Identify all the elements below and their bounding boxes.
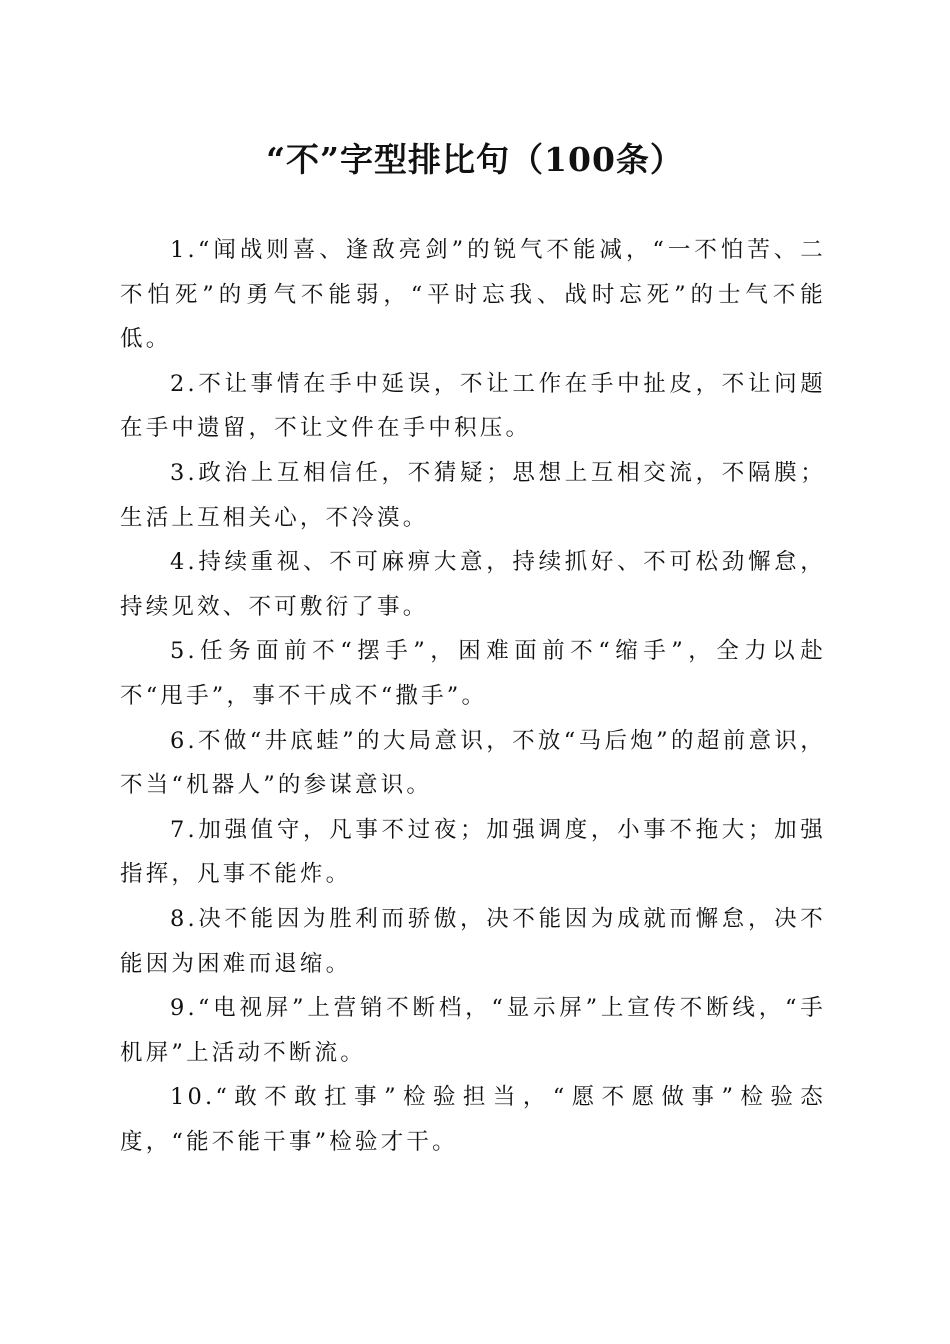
paragraph-5: 5.任务面前不“摆手”，困难面前不“缩手”，全力以赴不“甩手”，事不干成不“撒手”。 <box>120 638 826 709</box>
paragraph-9: 9.“电视屏”上营销不断档，“显示屏”上宣传不断线，“手机屏”上活动不断流。 <box>120 995 826 1066</box>
paragraph-10: 10.“敢不敢扛事”检验担当，“愿不愿做事”检验态度，“能不能干事”检验才干。 <box>120 1084 826 1155</box>
document-body <box>120 228 826 1164</box>
paragraph-8: 8.决不能因为胜利而骄傲，决不能因为成就而懈怠，决不能因为困难而退缩。 <box>120 905 826 977</box>
paragraph-6: 6.不做“井底蛙”的大局意识，不放“马后炮”的超前意识，不当“机器人”的参谋意识。 <box>120 727 826 799</box>
document-title: “不”字型排比句（100条） <box>266 140 684 179</box>
paragraph-1: 1.“闻战则喜、逢敌亮剑”的锐气不能减，“一不怕苦、二不怕死”的勇气不能弱，“平时忘我、战时忘死”的士气不能低。 <box>120 237 826 353</box>
paragraph-7: 7.加强值守，凡事不过夜；加强调度，小事不拖大；加强指挥，凡事不能炸。 <box>120 816 826 888</box>
paragraph-3: 3.政治上互相信任，不猜疑；思想上互相交流，不隔膜；生活上互相关心，不冷漠。 <box>120 459 826 531</box>
paragraph-4: 4.持续重视、不可麻痹大意，持续抓好、不可松劲懈怠，持续见效、不可敷衍了事。 <box>120 549 826 620</box>
paragraph-2: 2.不让事情在手中延误，不让工作在手中扯皮，不让问题在手中遗留，不让文件在手中积压。 <box>120 370 826 442</box>
